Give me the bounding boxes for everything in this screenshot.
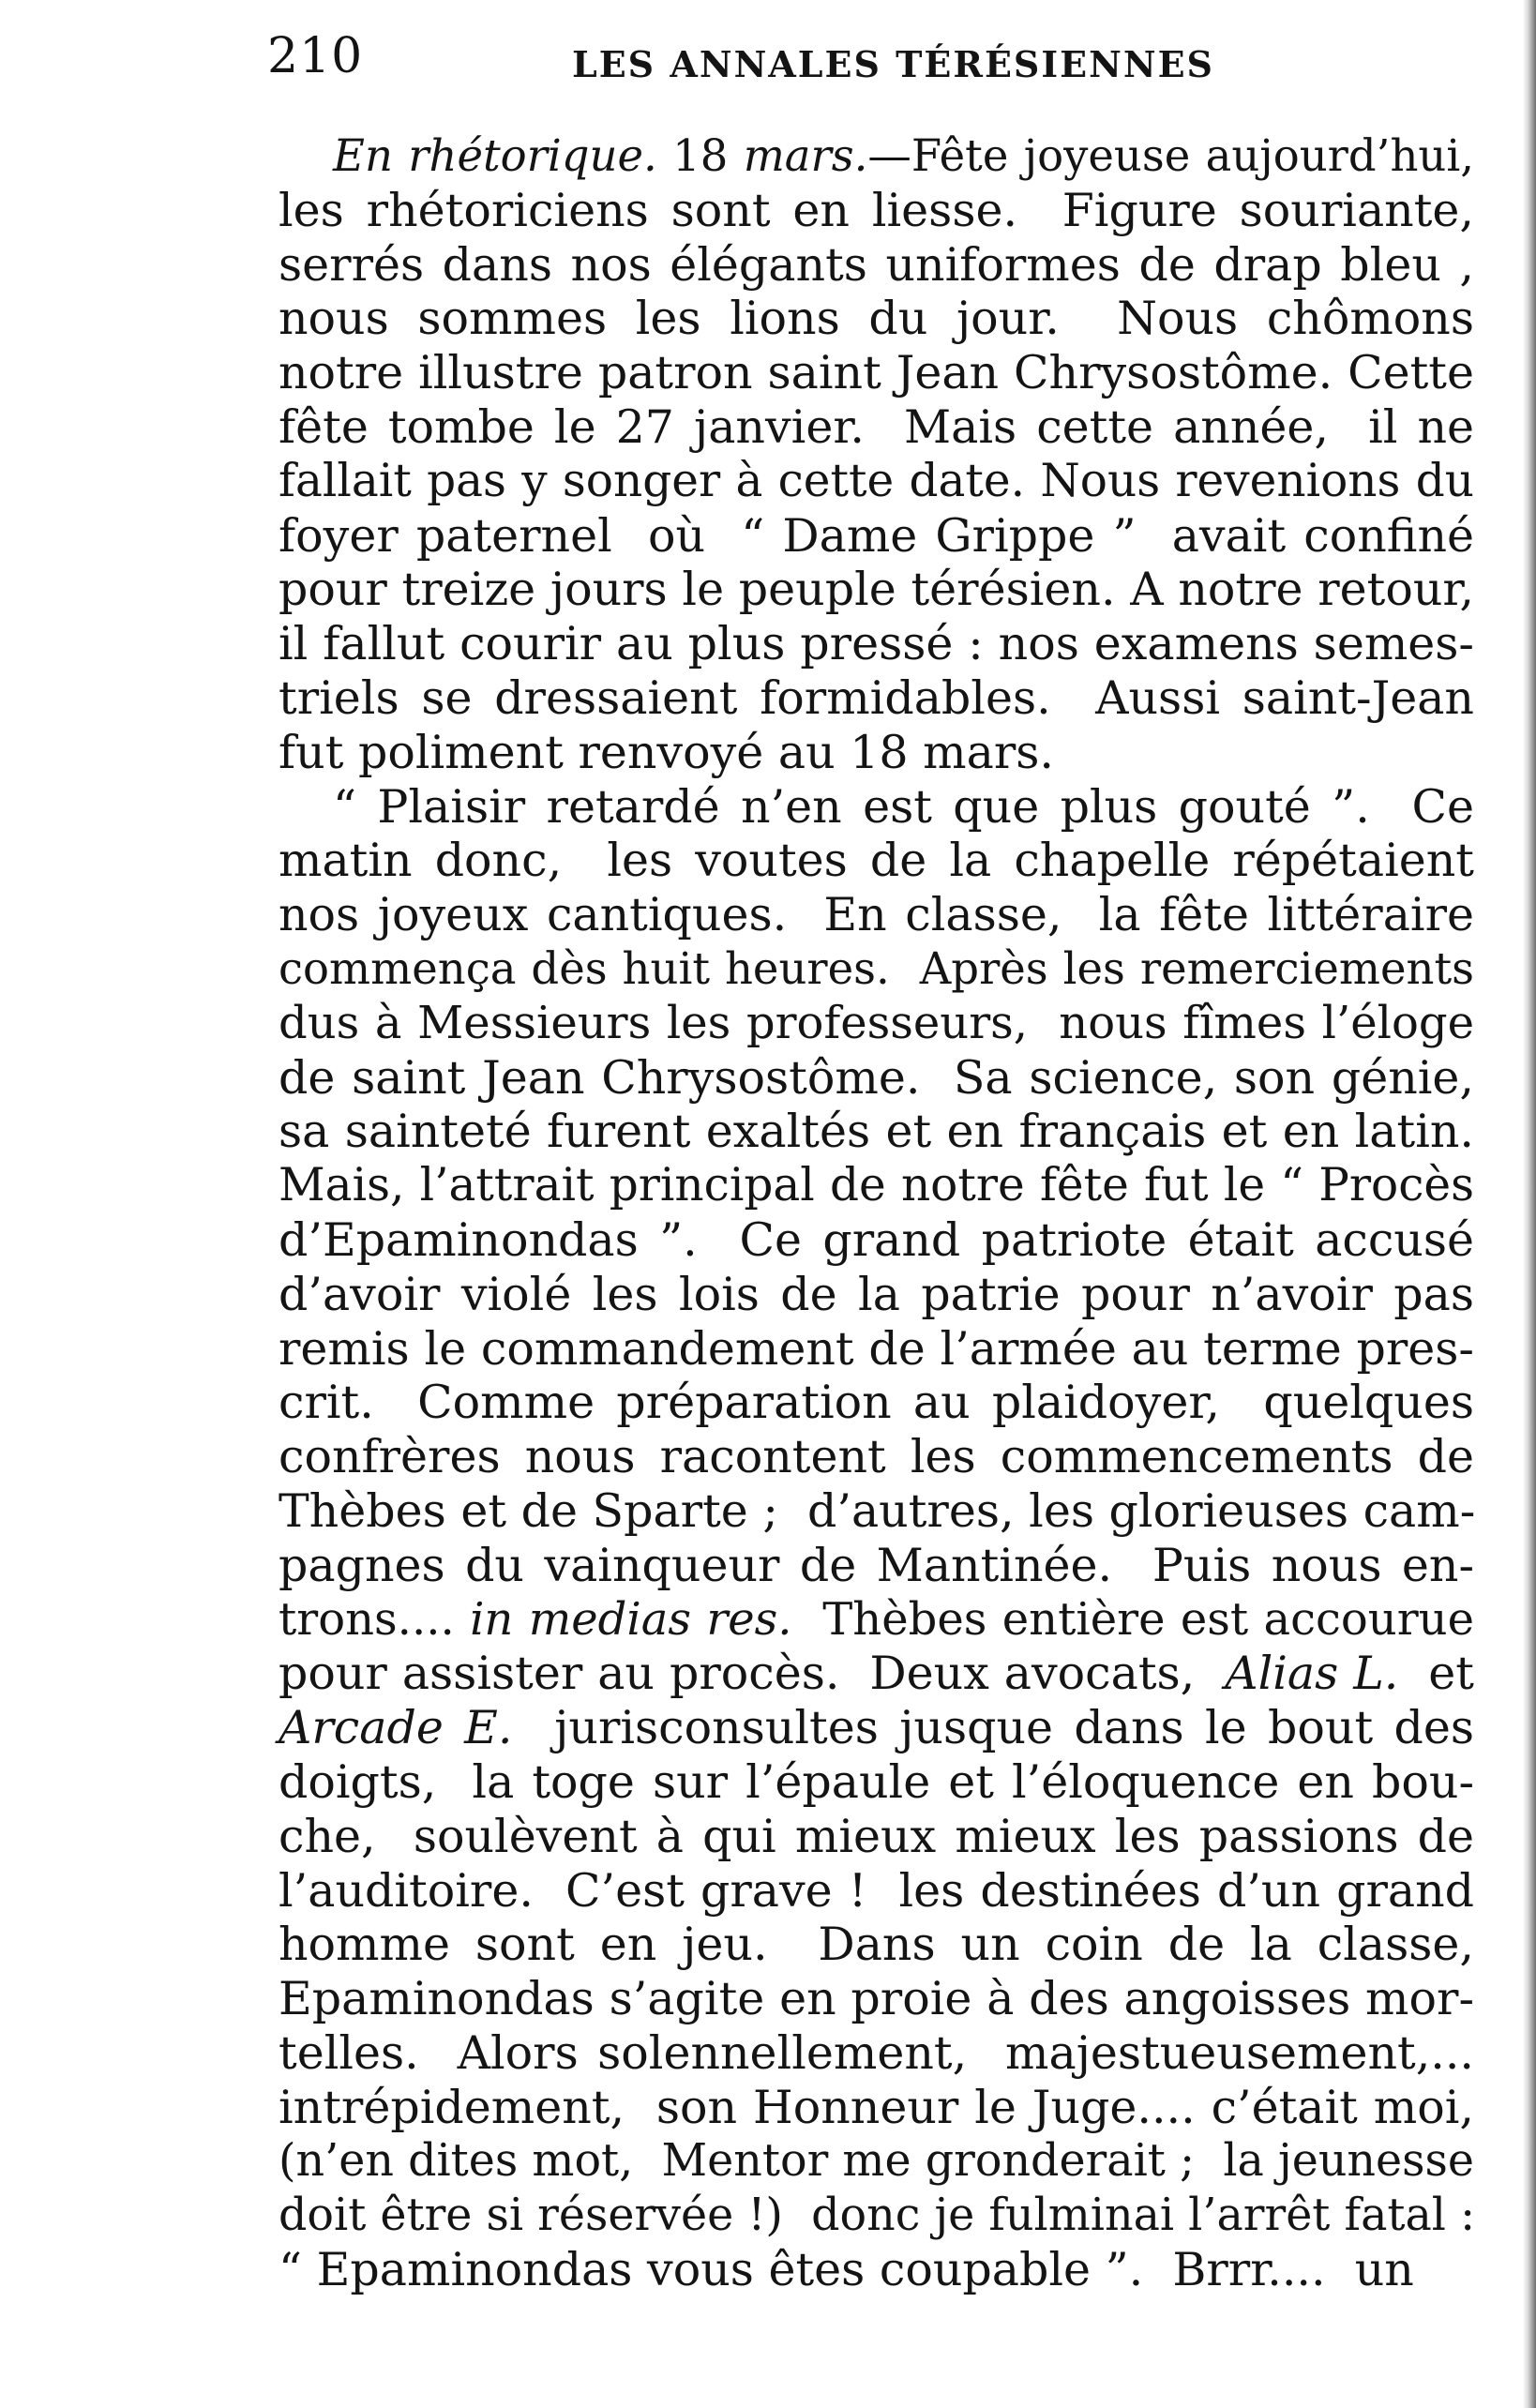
text-segment: matin donc, les voutes de la chapelle répétaient [279, 834, 1474, 888]
italic-text: Alias L. [1225, 1647, 1399, 1701]
page-number: 210 [267, 28, 364, 84]
text-segment: de saint Jean Chrysostôme. Sa science, son génie, [279, 1050, 1474, 1105]
italic-text: Arcade E. [279, 1701, 513, 1755]
text-segment: confrères nous racontent les commencements de [279, 1430, 1474, 1484]
text-line [279, 1159, 1474, 1213]
text-line [279, 292, 1474, 346]
text-segment: nos joyeux cantiques. En classe, la fête littéraire [279, 888, 1474, 942]
text-segment: jurisconsultes jusque dans le bout des [512, 1701, 1474, 1755]
text-line [279, 1539, 1474, 1593]
text-line [279, 942, 1474, 997]
text-line [279, 129, 1474, 184]
text-segment: il fallut courir au plus pressé : nos examens semes- [279, 617, 1474, 671]
text-line [279, 1918, 1474, 1972]
text-segment: notre illustre patron saint Jean Chrysostôme. Cette [279, 346, 1474, 400]
text-segment: fête tombe le 27 janvier. Mais cette année, il ne [279, 399, 1474, 454]
italic-text: mars. [743, 130, 868, 181]
page-edge-shadow [1523, 0, 1536, 2408]
text-segment: fallait pas y songer à cette date. Nous revenions du [279, 454, 1474, 507]
text-line [279, 1484, 1474, 1539]
text-line [279, 1972, 1474, 2026]
text-line [279, 617, 1474, 671]
text-line [279, 2081, 1474, 2135]
text-segment: d’avoir violé les lois de la patrie pour n’avoir pas [279, 1267, 1474, 1321]
text-line [279, 1051, 1474, 1106]
text-segment: (n’en dites mot, Mentor me gronderait ; la jeunesse [279, 2135, 1474, 2188]
text-segment: Epaminondas s’agite en proie à des angoisses mor- [279, 1972, 1474, 2026]
text-segment: crit. Comme préparation au plaidoyer, quelques [279, 1376, 1474, 1430]
text-segment: 18 [656, 130, 744, 181]
text-line [279, 2189, 1474, 2243]
text-line [279, 346, 1474, 400]
text-line [279, 1268, 1474, 1322]
text-line [279, 238, 1474, 293]
text-segment: Thèbes entière est accourue [791, 1592, 1474, 1646]
text-segment: remis le commandement de l’armée au terme pres- [279, 1321, 1474, 1376]
running-head: LES ANNALES TÉRÉSIENNES [572, 43, 1214, 85]
text-segment: et [1398, 1647, 1474, 1701]
text-line [279, 563, 1474, 617]
text-segment: dus à Messieurs les professeurs, nous fîmes l’éloge [279, 996, 1474, 1049]
text-line [279, 2026, 1474, 2081]
text-line [279, 1593, 1474, 1648]
text-segment: sa sainteté furent exaltés et en français et en latin. [279, 1105, 1474, 1159]
text-segment: homme sont en jeu. Dans un coin de la classe, [279, 1918, 1474, 1972]
text-line [279, 455, 1474, 509]
text-segment: foyer paternel où “ Dame Grippe ” avait confiné [279, 508, 1474, 563]
italic-text: in medias res. [470, 1592, 792, 1646]
text-line [279, 1755, 1474, 1810]
text-line [279, 1810, 1474, 1864]
text-segment: d’Epaminondas ”. Ce grand patriote était accusé [279, 1212, 1474, 1267]
text-line [279, 780, 1474, 835]
text-segment: nous sommes les lions du jour. Nous chômons [279, 292, 1474, 346]
text-line [279, 1376, 1474, 1430]
text-segment: Thèbes et de Sparte ; d’autres, les glorieuses cam- [279, 1483, 1476, 1538]
text-line [279, 1647, 1474, 1701]
page-header [267, 21, 1482, 96]
text-segment: Mais, l’attrait principal de notre fête fut le “ Procès [279, 1159, 1474, 1212]
text-line [279, 184, 1474, 238]
text-segment: pour treize jours le peuple térésien. A notre retour, [279, 563, 1474, 617]
italic-text: En rhétorique. [333, 130, 657, 181]
body-text [279, 129, 1474, 2297]
text-segment: trons.... [279, 1592, 471, 1646]
text-line [279, 1213, 1474, 1268]
text-segment: l’auditoire. C’est grave ! les destinées d’un grand [279, 1863, 1474, 1918]
text-segment: doigts, la toge sur l’épaule et l’éloquence en bou- [279, 1754, 1474, 1809]
text-segment: pour assister au procès. Deux avocats, [279, 1647, 1226, 1701]
text-line [279, 400, 1474, 455]
text-line [279, 671, 1474, 726]
text-segment: intrépidement, son Honneur le Juge.... c’était moi, [279, 2080, 1474, 2134]
text-line [279, 834, 1474, 888]
text-segment: triels se dressaient formidables. Aussi saint-Jean [279, 670, 1474, 725]
text-line [279, 2134, 1474, 2189]
text-line [279, 1701, 1474, 1755]
text-line [279, 888, 1474, 942]
text-segment: pagnes du vainqueur de Mantinée. Puis nous en- [279, 1538, 1474, 1592]
text-segment: fut poliment renvoyé au 18 mars. [279, 725, 1054, 779]
text-line [279, 1864, 1474, 1919]
text-line [279, 1105, 1474, 1159]
text-segment: che, soulèvent à qui mieux mieux les passions de [279, 1809, 1474, 1863]
text-line [279, 997, 1474, 1051]
text-line [279, 2243, 1474, 2297]
text-segment: telles. Alors solennellement, majestueusement,... [279, 2025, 1474, 2080]
text-line [279, 1322, 1474, 1377]
text-segment: —Fête joyeuse aujourd’hui, [867, 130, 1474, 181]
text-segment: “ Plaisir retardé n’en est que plus gouté ”. Ce [333, 779, 1474, 834]
text-segment: les rhétoriciens sont en liesse. Figure souriante, [279, 183, 1474, 237]
paragraph [279, 780, 1474, 2297]
paragraph [279, 129, 1474, 780]
text-line [279, 726, 1474, 780]
text-line [279, 509, 1474, 564]
text-segment: commença dès huit heures. Après les remerciements [279, 942, 1474, 994]
text-segment: serrés dans nos élégants uniformes de drap bleu , [279, 237, 1474, 292]
text-line [279, 1430, 1474, 1484]
text-segment: “ Epaminondas vous êtes coupable ”. Brrr.... un [279, 2243, 1414, 2297]
text-segment: doit être si réservée !) donc je fulminai l’arrêt fatal : [279, 2190, 1476, 2242]
